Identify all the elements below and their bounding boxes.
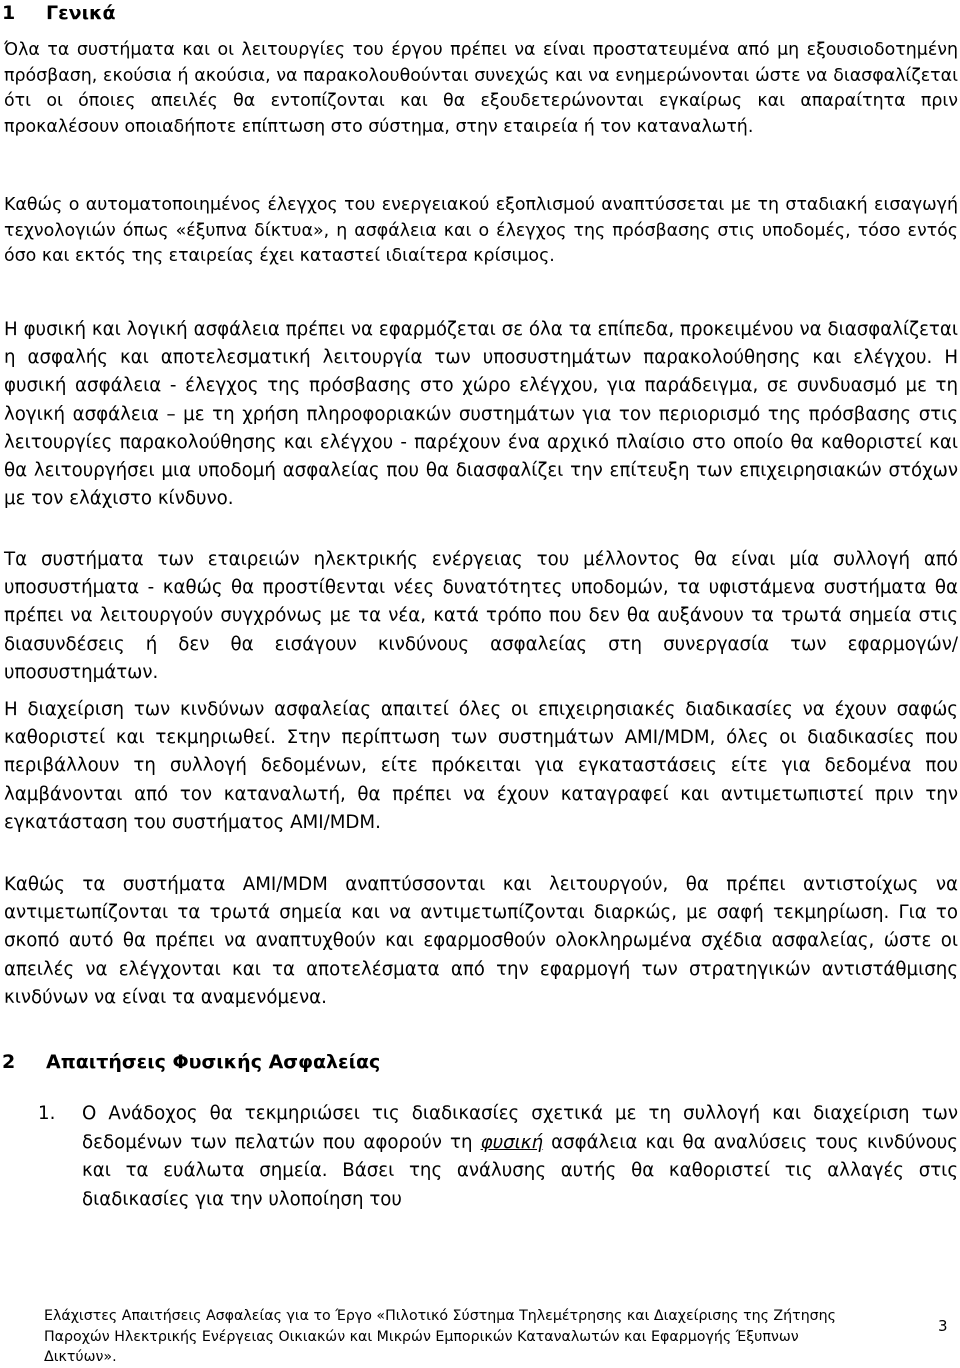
paragraph-6: Καθώς τα συστήματα AMI/MDM αναπτύσσονται και λειτουργούν, θα πρέπει αντιστοίχως να αντιμετωπίζονται τα τρωτά σημεία και να αντιμετωπίζονται διαρκώς, με σαφή τεκμηρίωση. Για το σκοπό αυτό θα πρέπει να αναπτυχθούν και εφαρμοσθούν ολοκληρωμένα σχέδια ασφαλείας, ώστε οι απειλές να ελέγχονται και τα αποτελέσματα από την εφαρμογή των στρατηγικών αντιστάθμισης κινδύνων να είναι τα αναμενόμενα. (4, 874, 958, 1008)
paragraph-4: Τα συστήματα των εταιρειών ηλεκτρικής ενέργειας του μέλλοντος θα είναι μία συλλογή από υποσυστήματα - καθώς θα προστίθενται νέες δυνατότητες υποδομών, τα υφιστάμενα συστήματα θα πρέπει να λειτουργούν συγχρόνως με τα νέα, κατά τρόπο που δεν θα αυξάνουν τα τρωτά σημεία στις διασυνδέσεις ή δεν θα εισάγουν κινδύνους ασφαλείας στη συνεργασία των εφαρμογών/ υποσυστημάτων. (4, 549, 958, 683)
paragraph-2: Καθώς ο αυτοματοποιημένος έλεγχος του ενεργειακού εξοπλισμού αναπτύσσεται με τη σταδιακή εισαγωγή τεχνολογιών όπως «έξυπνα δίκτυα», η ασφάλεια και ο έλεγχος της πρόσβασης στις υποδομές, τόσο εντός όσο και εκτός της εταιρείας έχει καταστεί ιδιαίτερα κρίσιμος. (4, 195, 958, 267)
section-1-title: Γενικά (46, 2, 116, 24)
requirements-list (0, 1100, 958, 1214)
section-2-heading (2, 1051, 380, 1073)
section-1-number: 1 (2, 2, 16, 24)
list-item (0, 1100, 958, 1214)
section-2-title: Απαιτήσεις Φυσικής Ασφαλείας (46, 1051, 381, 1073)
paragraph-5: Η διαχείριση των κινδύνων ασφαλείας απαιτεί όλες οι επιχειρησιακές διαδικασίες να έχουν σαφώς καθοριστεί και τεκμηριωθεί. Στην περίπτωση των συστημάτων AMI/MDM, όλες οι διαδικασίες που περιβάλλουν τη συλλογή δεδομένων, είτε πρόκειται για εγκαταστάσεις είτε για δεδομένα που λαμβάνονται από τον καταναλωτή, θα πρέπει να έχουν καταγραφεί και αντιμετωπιστεί πριν την εγκατάσταση του συστήματος AMI/MDM. (4, 699, 958, 833)
list-item-text-before: Ο Ανάδοχος θα τεκμηριώσει τις διαδικασίες σχετικά με τη συλλογή και διαχείριση των δεδομένων των πελατών που αφορούν τη (82, 1103, 958, 1153)
list-item-text-after: ασφάλεια και θα αναλύσεις τους κινδύνους και τα ευάλωτα σημεία. Βάσει της ανάλυσης αυτής θα καθοριστεί τις αλλαγές στις διαδικασίες για την υλοποίηση του (82, 1131, 958, 1210)
section-2-number: 2 (2, 1051, 16, 1073)
paragraph-1: Όλα τα συστήματα και οι λειτουργίες του έργου πρέπει να είναι προστατευμένα από μη εξουσιοδοτημένη πρόσβαση, εκούσια ή ακούσια, να παρακολουθούνται συνεχώς και να ενημερώνονται ώστε να διασφαλίζεται ότι οι όποιες απειλές θα εντοπίζονται και θα εξουδετερώνονται εγκαίρως και απαραίτητα πριν προκαλέσουν οποιαδήποτε επίπτωση στο σύστημα, στην εταιρεία ή τον καταναλωτή. (4, 40, 958, 137)
paragraph-3: Η φυσική και λογική ασφάλεια πρέπει να εφαρμόζεται σε όλα τα επίπεδα, προκειμένου να διασφαλίζεται η ασφαλής και αποτελεσματική λειτουργία των υποσυστημάτων παρακολούθησης και ελέγχου. Η φυσική ασφάλεια - έλεγχος της πρόσβασης στο χώρο ελέγχου, για παράδειγμα, σε συνδυασμό με τη λογική ασφάλεια – με τη χρήση πληροφοριακών συστημάτων για τον περιορισμό της πρόσβασης στις λειτουργίες παρακολούθησης και ελέγχου - παρέχουν ένα αρχικό πλαίσιο στο οποίο θα καθοριστεί και θα λειτουργήσει μια υποδομή ασφαλείας που θα διασφαλίζει την επίτευξη των επιχειρησιακών στόχων με τον ελάχιστο κίνδυνο. (4, 319, 958, 510)
page-footer: Ελάχιστες Απαιτήσεις Ασφαλείας για το Έργο «Πιλοτικό Σύστημα Τηλεμέτρησης και Διαχείρισης της Ζήτησης Παροχών Ηλεκτρικής Ενέργειας Οικιακών και Μικρών Εμπορικών Καταναλωτών και Εφαρμογής Έξυπνων Δικτύων». (44, 1308, 836, 1366)
page-number: 3 (938, 1317, 948, 1335)
list-item-emphasis: φυσική (480, 1131, 544, 1153)
list-item-marker: 1. (38, 1103, 56, 1124)
section-1-heading (2, 2, 116, 24)
